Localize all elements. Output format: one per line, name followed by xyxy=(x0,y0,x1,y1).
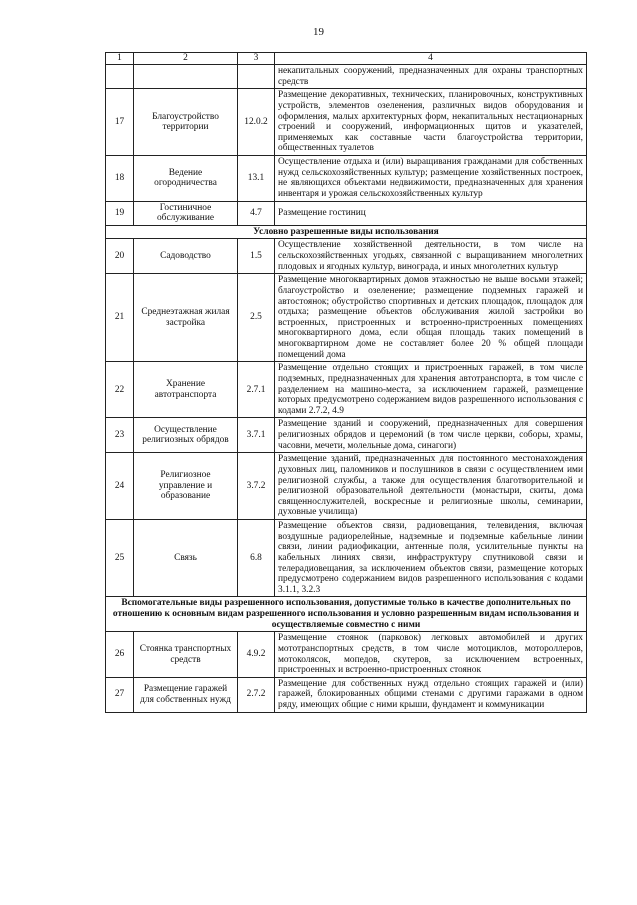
header-col-2: 2 xyxy=(134,53,238,65)
row-name: Размещение гаражей для собственных нужд xyxy=(134,677,238,712)
table-header-row xyxy=(106,53,587,65)
row-number: 17 xyxy=(106,89,134,156)
row-name: Связь xyxy=(134,520,238,597)
row-code: 1.5 xyxy=(238,239,275,274)
row-code: 2.7.1 xyxy=(238,362,275,418)
row-name: Благоустройство территории xyxy=(134,89,238,156)
row-name: Осуществление религиозных обрядов xyxy=(134,418,238,453)
table-row xyxy=(106,453,587,520)
header-col-4: 4 xyxy=(275,53,587,65)
row-description: Осуществление хозяйственной деятельности, в том числе на сельскохозяйственных угодьях, связанной с выращиванием многолетних плодовых и ягодных культур, винограда, и иных многолетних культур xyxy=(275,239,587,274)
row-description: Размещение объектов связи, радиовещания, телевидения, включая воздушные радиорелейные, надземные и подземные кабельные линии связи, линии радиофикации, антенные поля, усилительные пункты на кабельных линиях связи, инфраструктуру спутниковой связи и телерадиовещания, за исключением объектов связи, размещение которых предусмотрено содержанием видов разрешенного использования с кодами 3.1.1, 3.2.3 xyxy=(275,520,587,597)
row-description: некапитальных сооружений, предназначенных для охраны транспортных средств xyxy=(275,65,587,89)
table-row xyxy=(106,274,587,362)
header-col-1: 1 xyxy=(106,53,134,65)
table-row xyxy=(106,418,587,453)
table-row xyxy=(106,89,587,156)
row-number: 23 xyxy=(106,418,134,453)
land-use-table xyxy=(105,52,587,713)
row-code: 3.7.2 xyxy=(238,453,275,520)
row-name xyxy=(134,65,238,89)
row-description: Размещение стоянок (парковок) легковых автомобилей и других мототранспортных средств, в том числе мотоциклов, мотороллеров, мотоколясок, мопедов, скутеров, за исключением встроенных, пристроенных и встроенно-пристроенных стоянок xyxy=(275,632,587,678)
row-number: 20 xyxy=(106,239,134,274)
row-name: Гостиничное обслуживание xyxy=(134,201,238,225)
row-number: 25 xyxy=(106,520,134,597)
row-name: Среднеэтажная жилая застройка xyxy=(134,274,238,362)
row-code: 13.1 xyxy=(238,156,275,202)
row-description: Размещение зданий и сооружений, предназначенных для совершения религиозных обрядов и церемоний (в том числе церкви, соборы, храмы, часовни, мечети, молельные дома, синагоги) xyxy=(275,418,587,453)
section-header-conditional xyxy=(106,225,587,239)
row-number: 21 xyxy=(106,274,134,362)
row-code: 4.7 xyxy=(238,201,275,225)
row-number xyxy=(106,65,134,89)
page-number: 19 xyxy=(313,26,324,38)
row-code: 4.9.2 xyxy=(238,632,275,678)
row-number: 22 xyxy=(106,362,134,418)
table-row xyxy=(106,677,587,712)
table-row xyxy=(106,362,587,418)
row-code: 12.0.2 xyxy=(238,89,275,156)
row-name: Религиозное управление и образование xyxy=(134,453,238,520)
table-row xyxy=(106,239,587,274)
header-col-3: 3 xyxy=(238,53,275,65)
section-header-auxiliary xyxy=(106,597,587,632)
row-code: 6.8 xyxy=(238,520,275,597)
row-name: Садоводство xyxy=(134,239,238,274)
table-row xyxy=(106,632,587,678)
row-code: 2.5 xyxy=(238,274,275,362)
row-description: Размещение многоквартирных домов этажностью не выше восьми этажей; благоустройство и озеленение; размещение подземных гаражей и автостоянок; обустройство спортивных и детских площадок, площадок для отдыха; размещение объектов обслуживания жилой застройки во встроенных, пристроенных и встроенно-пристроенных помещениях многоквартирного дома, если общая площадь таких помещений в многоквартирном доме не составляет более 20 % общей площади помещений дома xyxy=(275,274,587,362)
section-title: Вспомогательные виды разрешенного использования, допустимые только в качестве дополнительных по отношению к основным видам разрешенного использования и условно разрешенным видам использования и осуществляемые совместно с ними xyxy=(106,597,587,632)
row-name: Ведение огородничества xyxy=(134,156,238,202)
row-description: Осуществление отдыха и (или) выращивания гражданами для собственных нужд сельскохозяйственных культур; размещение хозяйственных построек, не являющихся объектами недвижимости, предназначенных для хранения инвентаря и урожая сельскохозяйственных культур xyxy=(275,156,587,202)
table-row xyxy=(106,520,587,597)
row-description: Размещение декоративных, технических, планировочных, конструктивных устройств, элементов озеленения, различных видов оборудования и оформления, малых архитектурных форм, некапитальных нестационарных строений и сооружений, информационных щитов и указателей, применяемых как составные части благоустройства территории, общественных туалетов xyxy=(275,89,587,156)
row-number: 24 xyxy=(106,453,134,520)
table-row xyxy=(106,65,587,89)
row-description: Размещение отдельно стоящих и пристроенных гаражей, в том числе подземных, предназначенных для хранения автотранспорта, в том числе с разделением на машино-места, за исключением гаражей, размещение которых предусмотрено содержанием видов разрешенного использования с кодами 2.7.2, 4.9 xyxy=(275,362,587,418)
section-title: Условно разрешенные виды использования xyxy=(106,225,587,239)
row-name: Хранение автотранспорта xyxy=(134,362,238,418)
row-description: Размещение для собственных нужд отдельно стоящих гаражей и (или) гаражей, блокированных общими стенами с другими гаражами в одном ряду, имеющих общие с ними крыши, фундамент и коммуникации xyxy=(275,677,587,712)
table-row xyxy=(106,201,587,225)
row-name: Стоянка транспортных средств xyxy=(134,632,238,678)
row-description: Размещение зданий, предназначенных для постоянного местонахождения духовных лиц, паломников и послушников в связи с осуществлением ими религиозной службы, а также для осуществления благотворительной и религиозной образовательной деятельности (монастыри, скиты, дома священнослужителей, воскресные и религиозные школы, семинарии, духовные училища) xyxy=(275,453,587,520)
row-number: 26 xyxy=(106,632,134,678)
row-number: 19 xyxy=(106,201,134,225)
row-number: 27 xyxy=(106,677,134,712)
row-code: 3.7.1 xyxy=(238,418,275,453)
row-code: 2.7.2 xyxy=(238,677,275,712)
row-description: Размещение гостиниц xyxy=(275,201,587,225)
row-number: 18 xyxy=(106,156,134,202)
table-row xyxy=(106,156,587,202)
row-code xyxy=(238,65,275,89)
